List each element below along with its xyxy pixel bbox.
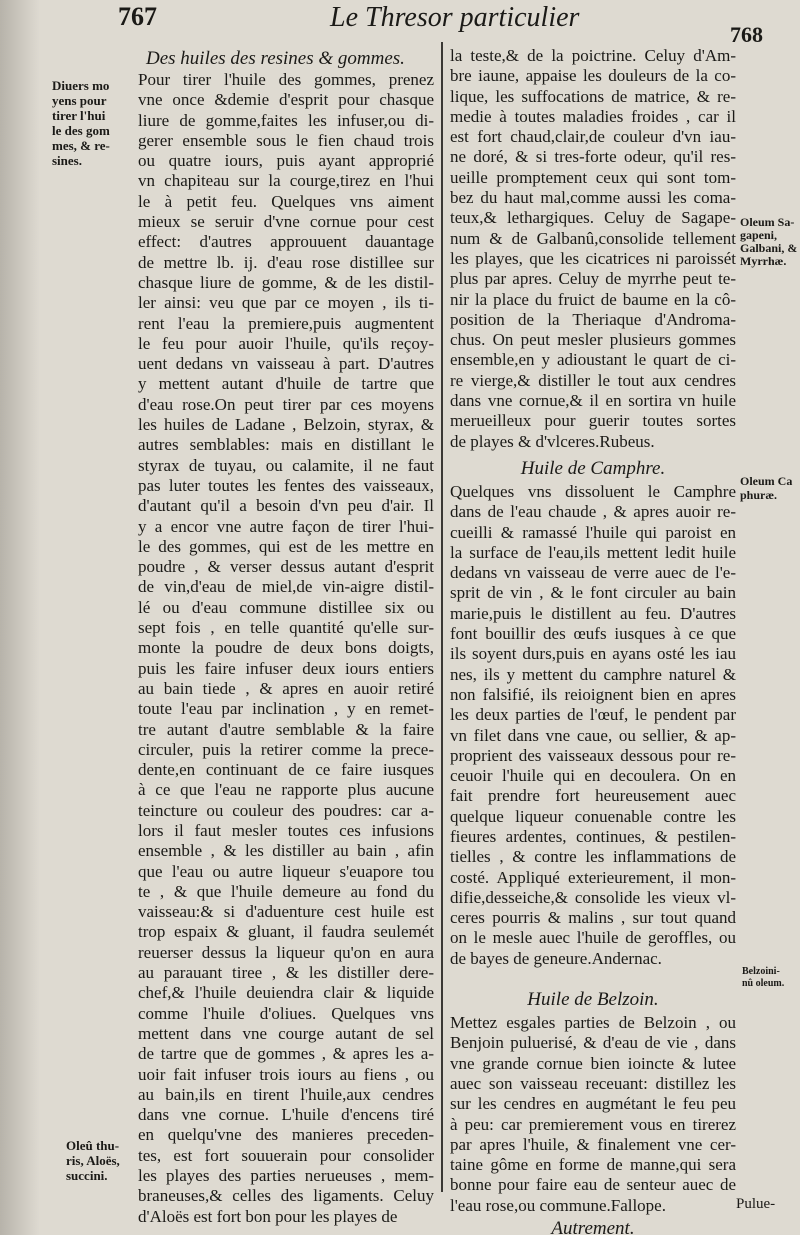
text-line: comme l'huile d'oliues. Quelques vns xyxy=(138,1003,434,1023)
text-line: tes, est fort souuerain pour consolider xyxy=(138,1145,434,1165)
text-line: y mettent autant d'huile de tartre que xyxy=(138,374,434,394)
text-line: nes, ils y mettent du camphre naturel & xyxy=(450,664,736,684)
text-line: ensemble , & les distiller au bain , afin xyxy=(138,841,434,861)
text-line: fait prendre fort heureusement auec xyxy=(450,786,736,806)
text-line: effect: d'autres approuuent dauantage xyxy=(138,232,434,252)
text-line: lé ou d'eau commune distillee six ou xyxy=(138,597,434,617)
column-divider xyxy=(441,42,443,1192)
margin-note-line: mes, & re- xyxy=(52,138,110,153)
margin-note-line: Belzoini- xyxy=(742,966,780,977)
right-column-text-a xyxy=(450,46,736,452)
text-line: y a encor vne autre façon de tirer l'hui- xyxy=(138,516,434,536)
text-line: de bayes de geneure.Andernac. xyxy=(450,948,662,968)
text-line: dans vne cornue. L'huile d'encens tiré xyxy=(138,1105,434,1125)
text-line: auec son vaisseau receuant: distillez les xyxy=(450,1073,736,1093)
text-line: le feu pour auoir l'huile, qu'ils reçoy- xyxy=(138,333,434,353)
margin-note-line: sines. xyxy=(52,153,82,168)
text-line: sprit de vin , & le font circuler au bain xyxy=(450,583,736,603)
margin-note-line: succini. xyxy=(66,1168,108,1183)
text-line: lors il faut mesler toutes ces infusions xyxy=(138,820,434,840)
text-line: plus par apres. Celuy de myrrhe peut te- xyxy=(450,269,736,289)
text-line: nir la place du fruict de baume en la cô- xyxy=(450,289,736,309)
text-line: d'autant qu'il a besoin d'vn peu d'air. Il xyxy=(138,496,434,516)
text-line: de tartre que de gommes , & apres les a- xyxy=(138,1044,434,1064)
margin-note-oleum-camphurae xyxy=(740,474,792,502)
text-line: en quelqu'vne des manieres preceden- xyxy=(138,1125,434,1145)
text-line: chus. On peut mesler plusieurs gommes xyxy=(450,330,736,350)
text-line: dans de l'eau chaude , & apres auoir re- xyxy=(450,502,736,522)
left-column xyxy=(138,48,434,1227)
section-heading-autrement: Autrement. xyxy=(551,1218,635,1235)
text-line: vne grande cornue bien ioincte & lutee xyxy=(450,1053,736,1073)
text-line: sur les cendres en augmétant le feu peu xyxy=(450,1094,736,1114)
margin-note-line: Oleum Ca xyxy=(740,474,793,488)
text-line: de vin,d'eau de miel,de vin-aigre distil- xyxy=(138,577,434,597)
text-line: d'eau rose.On peut tirer par ces moyens xyxy=(138,394,434,414)
text-line: liure de gomme,faites les infuser,ou di- xyxy=(138,110,434,130)
text-line: mettent dans vne courge autant de sel xyxy=(138,1023,434,1043)
text-line: les playes, que les cicatrices ni paroissét xyxy=(450,248,736,268)
text-line: le à petit feu. Quelques vns aiment xyxy=(138,191,434,211)
margin-note-line: Diuers mo xyxy=(52,78,110,93)
text-line: la teste,& de la poictrine. Celuy d'Am- xyxy=(450,46,736,65)
margin-note-line: phuræ. xyxy=(740,488,778,502)
margin-note-line: gapeni, xyxy=(740,228,778,242)
margin-note-line: le des gom xyxy=(52,123,110,138)
text-line: vn chapiteau sur la courge,tirez en l'hui xyxy=(138,171,434,191)
text-line: poudre , & verser dessus autant d'esprit xyxy=(138,557,434,577)
text-line: vn filet dans vne caue, ou sellier, & ap- xyxy=(450,725,736,745)
left-column-text xyxy=(138,70,434,1227)
margin-note-line: Galbani, & xyxy=(740,241,798,255)
right-page-number: 768 xyxy=(730,22,763,47)
text-line: proprient des vaisseaux dessous pour re- xyxy=(450,745,736,765)
margin-note-oleum-thuris xyxy=(66,1138,120,1183)
text-line: ils soyent durs,puis en ayans osté les iau xyxy=(450,644,736,664)
text-line: les deux parties de l'œuf, le pendent par xyxy=(450,705,736,725)
running-title: Le Thresor particulier xyxy=(330,2,580,33)
text-line: num & de Galbanû,consolide tellement xyxy=(450,228,736,248)
text-line: le des gommes, qui est de les mettre en xyxy=(138,536,434,556)
text-line: teincture ou couleur des poudres: car a- xyxy=(138,800,434,820)
section-heading-camphre: Huile de Camphre. xyxy=(520,457,666,479)
text-line: position de la Theriaque d'Androma- xyxy=(450,309,736,329)
text-line: uoir fait infuser trois iours au fiens , ou xyxy=(138,1064,434,1084)
section-heading-resins: Des huiles des resines & gommes. xyxy=(146,48,405,69)
margin-note-line: Myrrhæ. xyxy=(740,254,787,268)
text-line: Quelques vns dissoluent le Camphre xyxy=(450,481,736,501)
text-line: monte la poudre de deux bons doigts, xyxy=(138,638,434,658)
text-line: au bain tiede , & apres en auoir retiré xyxy=(138,678,434,698)
text-line: à ce que l'eau ne rapporte plus aucune xyxy=(138,780,434,800)
text-line: taine gôme en forme de manne,qui sera xyxy=(450,1155,736,1175)
text-line: on le mesle auec l'huile de geroffles, ou xyxy=(450,928,736,948)
text-line: circuler, puis la retirer comme la prece- xyxy=(138,739,434,759)
margin-note-line: ris, Aloës, xyxy=(66,1153,120,1168)
margin-note-line: nû oleum. xyxy=(742,978,785,989)
text-line: les huiles de Ladane , Belzoin, styrax, & xyxy=(138,415,434,435)
text-line: non falsifié, ils reioignent bien en apres xyxy=(450,684,736,704)
right-column xyxy=(450,46,736,1235)
text-line: ueille promptement ceux qui sont tom- xyxy=(450,167,736,187)
text-line: l'eau rose,ou commune.Fallope. xyxy=(450,1195,666,1215)
text-line: ceres pourris & malins , sur tout quand xyxy=(450,908,736,928)
text-line: chasque liure de gomme, & de les distil- xyxy=(138,272,434,292)
text-line: que l'eau ou autre liqueur s'euapore tou xyxy=(138,861,434,881)
text-line: merueilleux pour guerir toutes sortes xyxy=(450,411,736,431)
right-column-text-c xyxy=(450,1013,736,1216)
text-line: vaisseau:& si d'aduenture cest huile est xyxy=(138,902,434,922)
text-line: bez du haut mal,comme aussi les coma- xyxy=(450,188,736,208)
section-heading-belzoin: Huile de Belzoin. xyxy=(527,989,659,1011)
text-line: de playes & d'vlceres.Rubeus. xyxy=(450,431,655,451)
text-line: cueilli & ramassé l'huile qui paroist en xyxy=(450,522,736,542)
text-line: puis les faire infuser deux iours entiers xyxy=(138,658,434,678)
text-line: fieures ardentes, continues, & pestilen- xyxy=(450,826,736,846)
text-line: ou quatre iours, puis ayant approprié xyxy=(138,151,434,171)
text-line: sept fois , en telle quantité qu'elle sur- xyxy=(138,618,434,638)
text-line: bre iaune, appaise les douleurs de la co- xyxy=(450,66,736,86)
text-line: font bouillir des œufs iusques à ce que xyxy=(450,624,736,644)
margin-note-line: Oleum Sa- xyxy=(740,215,795,229)
text-line: au bain,ils en tirent l'huile,aux cendres xyxy=(138,1084,434,1104)
text-line: par apres l'huile, & finalement vne cer- xyxy=(450,1134,736,1154)
text-line: d'Aloës est fort bon pour les playes de xyxy=(138,1206,398,1226)
text-line: styrax de tuyau, ou calamite, il ne faut xyxy=(138,455,434,475)
margin-note-line: tirer l'hui xyxy=(52,108,106,123)
text-line: reuerser dessus la liqueur qu'on en aura xyxy=(138,942,434,962)
text-line: quelque liqueur conuenable contre les xyxy=(450,806,736,826)
catchword: Pulue- xyxy=(736,1196,776,1212)
text-line: medie à toutes maladies froides , car il xyxy=(450,106,736,126)
text-line: braneuses,& celles des ligaments. Celuy xyxy=(138,1186,434,1206)
text-line: mieux se seruir d'vne cornue pour cest xyxy=(138,212,434,232)
text-line: rent l'eau la premiere,puis augmentent xyxy=(138,313,434,333)
text-line: autres semblables: mais en distillant le xyxy=(138,435,434,455)
text-line: costé. Appliqué exterieurement, il mon- xyxy=(450,867,736,887)
text-line: à peu: car premierement vous en tirerez xyxy=(450,1114,736,1134)
text-line: uent dedans vn vaisseau à part. D'autres xyxy=(138,354,434,374)
margin-note-belzoini xyxy=(742,966,784,990)
text-line: ne doré, & si tres-forte odeur, qu'il res- xyxy=(450,147,736,167)
margin-note-line: yens pour xyxy=(52,93,107,108)
text-line: chef,& l'huile deuiendra clair & liquide xyxy=(138,983,434,1003)
text-line: ensemble,en y adioustant le quart de ci- xyxy=(450,350,736,370)
text-line: bonne pour faire eau de senteur auec de xyxy=(450,1175,736,1195)
text-line: au parauant tiree , & les distiller dere- xyxy=(138,963,434,983)
text-line: teux,& lethargiques. Celuy de Sagape- xyxy=(450,208,736,228)
margin-note-line: Oleû thu- xyxy=(66,1138,120,1153)
text-line: pas luter toutes les fentes des vaisseaux, xyxy=(138,475,434,495)
text-line: dans vne cornue,& il en sortira vn huile xyxy=(450,391,736,411)
text-line: dente,en continuant de ce faire iusques xyxy=(138,760,434,780)
margin-note-oleum-sagapeni xyxy=(740,216,797,268)
right-column-text-b xyxy=(450,482,736,969)
left-page-number: 767 xyxy=(118,2,157,31)
text-line: te , & que l'huile demeure au fond du xyxy=(138,881,434,901)
text-line: vne once &demie d'esprit pour chasque xyxy=(138,90,434,110)
text-line: difie,desseiche,& consolide les vieux vl- xyxy=(450,887,736,907)
text-line: re vierge,& distiller le tout aux cendres xyxy=(450,370,736,390)
text-line: Mettez esgales parties de Belzoin , ou xyxy=(450,1013,736,1033)
text-line: gerer ensemble sous le fien chaud trois xyxy=(138,130,434,150)
text-line: lique, les suffocations de matrice, & re- xyxy=(450,86,736,106)
text-line: de mettre lb. ij. d'eau rose distillee sur xyxy=(138,252,434,272)
text-line: dedans vn vaisseau de verre auec de l'e- xyxy=(450,563,736,583)
text-line: les playes des parties nerueuses , mem- xyxy=(138,1166,434,1186)
margin-note-diuers xyxy=(52,78,110,168)
text-line: Pour tirer l'huile des gommes, prenez xyxy=(138,70,434,89)
text-line: ceuoir l'huile qui en decoulera. On en xyxy=(450,766,736,786)
text-line: trop espaix & gluant, il faudra seulemét xyxy=(138,922,434,942)
text-line: Benjoin puluerisé, & d'eau de vie , dans xyxy=(450,1033,736,1053)
text-line: est fort chaud,clair,de couleur d'vn iau- xyxy=(450,127,736,147)
gutter-shadow xyxy=(0,0,40,1235)
text-line: tre autant d'autre semblable & la faire xyxy=(138,719,434,739)
text-line: marie,puis le distillent au feu. D'autres xyxy=(450,603,736,623)
text-line: la surface de l'eau,ils mettent ledit huile xyxy=(450,542,736,562)
text-line: ler ainsi: veu que par ce moyen , ils ti- xyxy=(138,293,434,313)
text-line: tielles , & contre les inflammations de xyxy=(450,847,736,867)
text-line: toute l'eau par inclination , y en remet- xyxy=(138,699,434,719)
